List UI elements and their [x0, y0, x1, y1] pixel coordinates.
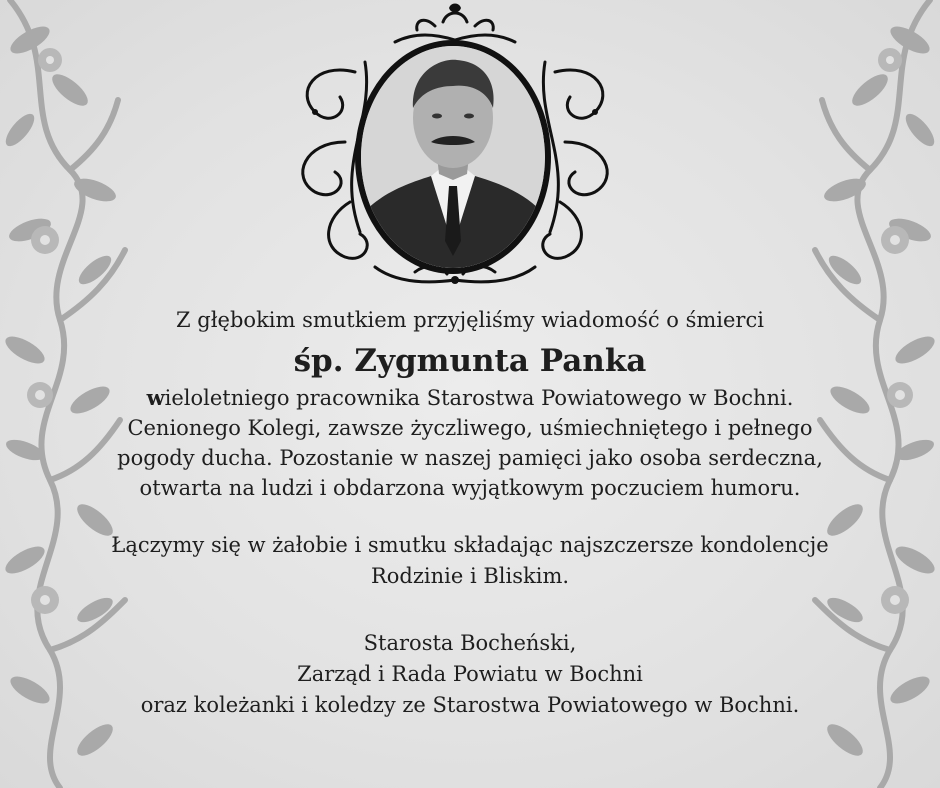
tribute-paragraph	[100, 383, 840, 503]
portrait-photo	[355, 40, 551, 274]
signature-line-3: oraz koleżanki i koledzy ze Starostwa Powiatowego w Bochni.	[140, 693, 800, 717]
tribute-line-3: pogody ducha. Pozostanie w naszej pamięci jako osoba serdeczna,	[117, 446, 823, 470]
signature-line-1: Starosta Bocheński,	[363, 631, 577, 655]
tribute-line-1-rest: ieloletniego pracownika Starostwa Powiatowego w Bochni.	[164, 386, 794, 410]
condolences-line-1: Łączymy się w żałobie i smutku składając najszczersze kondolencje	[111, 533, 829, 557]
tribute-first-letter: w	[146, 385, 165, 410]
tribute-line-4: otwarta na ludzi i obdarzona wyjątkowym poczuciem humoru.	[139, 476, 801, 500]
deceased-name: śp. Zygmunta Panka	[293, 343, 647, 379]
signature-line-2: Zarząd i Rada Powiatu w Bochni	[297, 662, 643, 686]
obituary-text	[100, 305, 840, 721]
tribute-line-1	[100, 383, 840, 413]
intro-line: Z głębokim smutkiem przyjęliśmy wiadomość o śmierci	[176, 308, 764, 332]
person-silhouette-icon	[361, 46, 545, 268]
condolences-paragraph	[100, 530, 840, 592]
tribute-line-2: Cenionego Kolegi, zawsze życzliwego, uśmiechniętego i pełnego	[127, 416, 813, 440]
condolences-line-2: Rodzinie i Bliskim.	[370, 564, 570, 588]
signature-block	[100, 628, 840, 721]
